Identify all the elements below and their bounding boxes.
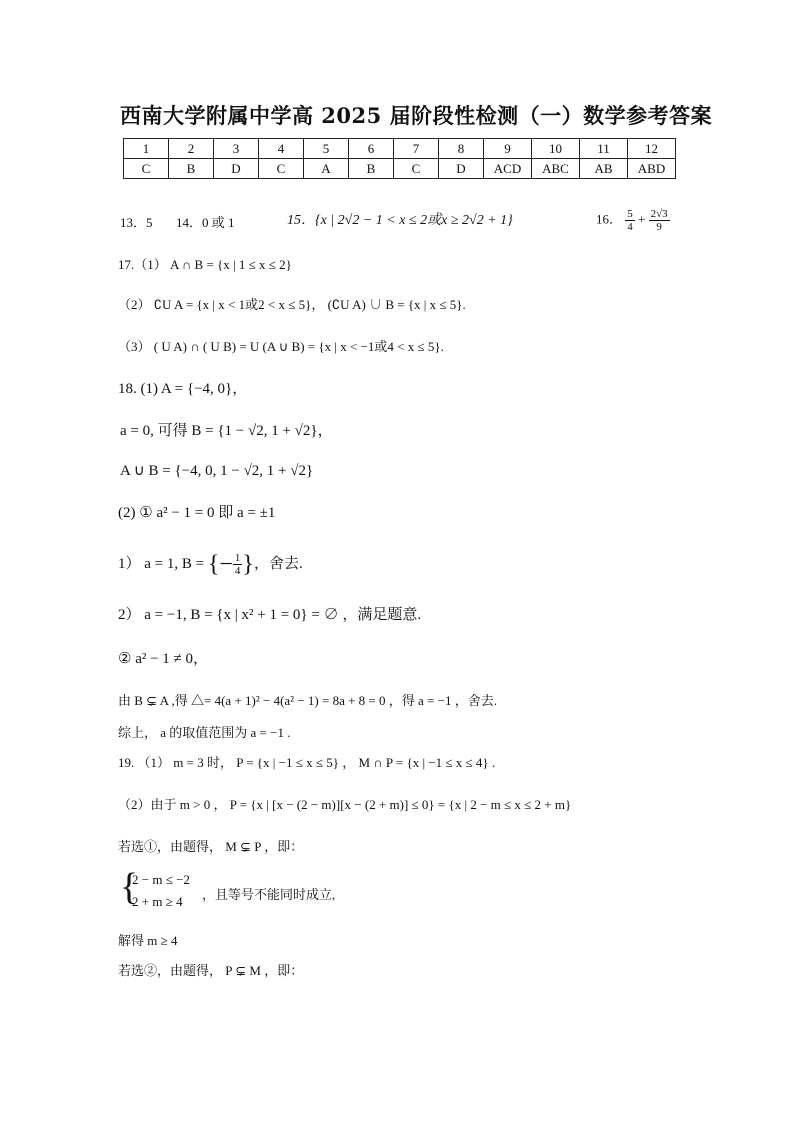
answer-16-label: 16． bbox=[596, 211, 623, 227]
table-cell: C bbox=[124, 159, 169, 179]
q18-line-4: (2) ① a² − 1 = 0 即 a = ±1 bbox=[118, 505, 276, 521]
q18-line-9: 综上， a 的取值范围为 a = −1 . bbox=[118, 725, 291, 740]
q18-line-1: 18. (1) A = {−4, 0}， bbox=[118, 381, 248, 397]
denominator: 9 bbox=[656, 221, 662, 234]
answer-table-number-row bbox=[124, 139, 676, 159]
page-title: 西南大学附属中学高 2025 届阶段性检测（一）数学参考答案 bbox=[120, 103, 713, 128]
numerator: 1 bbox=[234, 552, 241, 564]
table-cell: 5 bbox=[304, 139, 349, 159]
table-cell: 2 bbox=[169, 139, 214, 159]
table-cell: A bbox=[304, 159, 349, 179]
q19-line-2: （2）由于 m > 0 ， P = {x | [x − (2 − m)][x − (2 + m)] ≤ 0} = {x | 2 − m ≤ x ≤ 2 + m} bbox=[118, 797, 572, 812]
table-cell: 7 bbox=[394, 139, 439, 159]
q19-line-5: 若选②，由题得， P ⊊ M ，即： bbox=[118, 963, 304, 978]
numerator: 5 bbox=[627, 208, 633, 220]
table-cell: 12 bbox=[628, 139, 676, 159]
table-cell: B bbox=[169, 159, 214, 179]
table-cell: C bbox=[394, 159, 439, 179]
table-cell: 4 bbox=[259, 139, 304, 159]
table-cell: ABC bbox=[532, 159, 580, 179]
fraction bbox=[233, 552, 243, 577]
table-cell: 9 bbox=[484, 139, 532, 159]
denominator: 4 bbox=[627, 221, 633, 234]
q18-line-5: 1） a = 1, B = {− $\frac{1}{4}$ }，舍去. bbox=[118, 551, 303, 578]
answer-15: 15．{x | 2√2 − 1 < x ≤ 2或x ≥ 2√2 + 1} bbox=[287, 213, 513, 228]
q18-line-3: A ∪ B = {−4, 0, 1 − √2, 1 + √2} bbox=[120, 463, 314, 479]
answer-16 bbox=[596, 208, 670, 233]
table-cell: D bbox=[439, 159, 484, 179]
q17-part-2: （2） ∁U A = {x | x < 1或2 < x ≤ 5}， (∁U A) ∪ B = {x | x ≤ 5}. bbox=[118, 297, 466, 312]
q19-line-1: 19. （1） m = 3 时， P = {x | −1 ≤ x ≤ 5} ， M ∩ P = {x | −1 ≤ x ≤ 4} . bbox=[118, 755, 496, 770]
table-cell: AB bbox=[580, 159, 628, 179]
table-cell: 6 bbox=[349, 139, 394, 159]
q18-line-2: a = 0, 可得 B = {1 − √2, 1 + √2}， bbox=[120, 423, 333, 439]
table-cell: ABD bbox=[628, 159, 676, 179]
answer-table bbox=[123, 138, 676, 179]
left-brace: { bbox=[120, 866, 139, 908]
table-cell: D bbox=[214, 159, 259, 179]
table-cell: C bbox=[259, 159, 304, 179]
inequality-row: 2 + m ≥ 4 bbox=[132, 894, 183, 909]
table-cell: ACD bbox=[484, 159, 532, 179]
table-cell: 3 bbox=[214, 139, 259, 159]
denominator: 4 bbox=[234, 565, 241, 578]
table-cell: 10 bbox=[532, 139, 580, 159]
plus-sign: + bbox=[638, 211, 646, 227]
table-cell: 1 bbox=[124, 139, 169, 159]
answer-table-answer-row bbox=[124, 159, 676, 179]
q18-line-8: 由 B ⊊ A ,得 △= 4(a + 1)² − 4(a² − 1) = 8a + 8 = 0 ，得 a = −1 ，舍去. bbox=[118, 693, 497, 708]
numerator: 2√3 bbox=[650, 208, 668, 220]
inequality-row: 2 − m ≤ −2 bbox=[132, 872, 190, 887]
table-cell: B bbox=[349, 159, 394, 179]
q18-line-5-end: ，舍去. bbox=[253, 556, 303, 573]
answer-13: 13．5 bbox=[120, 215, 153, 230]
fraction bbox=[649, 208, 670, 233]
answer-14: 14．0 或 1 bbox=[176, 215, 235, 230]
q19-line-3: 若选①，由题得， M ⊊ P ，即： bbox=[118, 839, 304, 854]
q17-part-1: 17.（1） A ∩ B = {x | 1 ≤ x ≤ 2} bbox=[118, 257, 292, 272]
inequality-note: ，且等号不能同时成立, bbox=[202, 887, 336, 902]
fraction bbox=[625, 208, 635, 233]
q18-line-7: ② a² − 1 ≠ 0， bbox=[118, 651, 209, 667]
q18-line-5-start: 1） a = 1, B = bbox=[118, 556, 208, 573]
q19-line-4: 解得 m ≥ 4 bbox=[118, 933, 178, 948]
table-cell: 8 bbox=[439, 139, 484, 159]
table-cell: 11 bbox=[580, 139, 628, 159]
q18-line-6: 2） a = −1, B = {x | x² + 1 = 0} = ∅ ，满足题意. bbox=[118, 607, 422, 623]
q17-part-3: （3） ( U A) ∩ ( U B) = U (A ∪ B) = {x | x < −1或4 < x ≤ 5}. bbox=[118, 339, 444, 354]
